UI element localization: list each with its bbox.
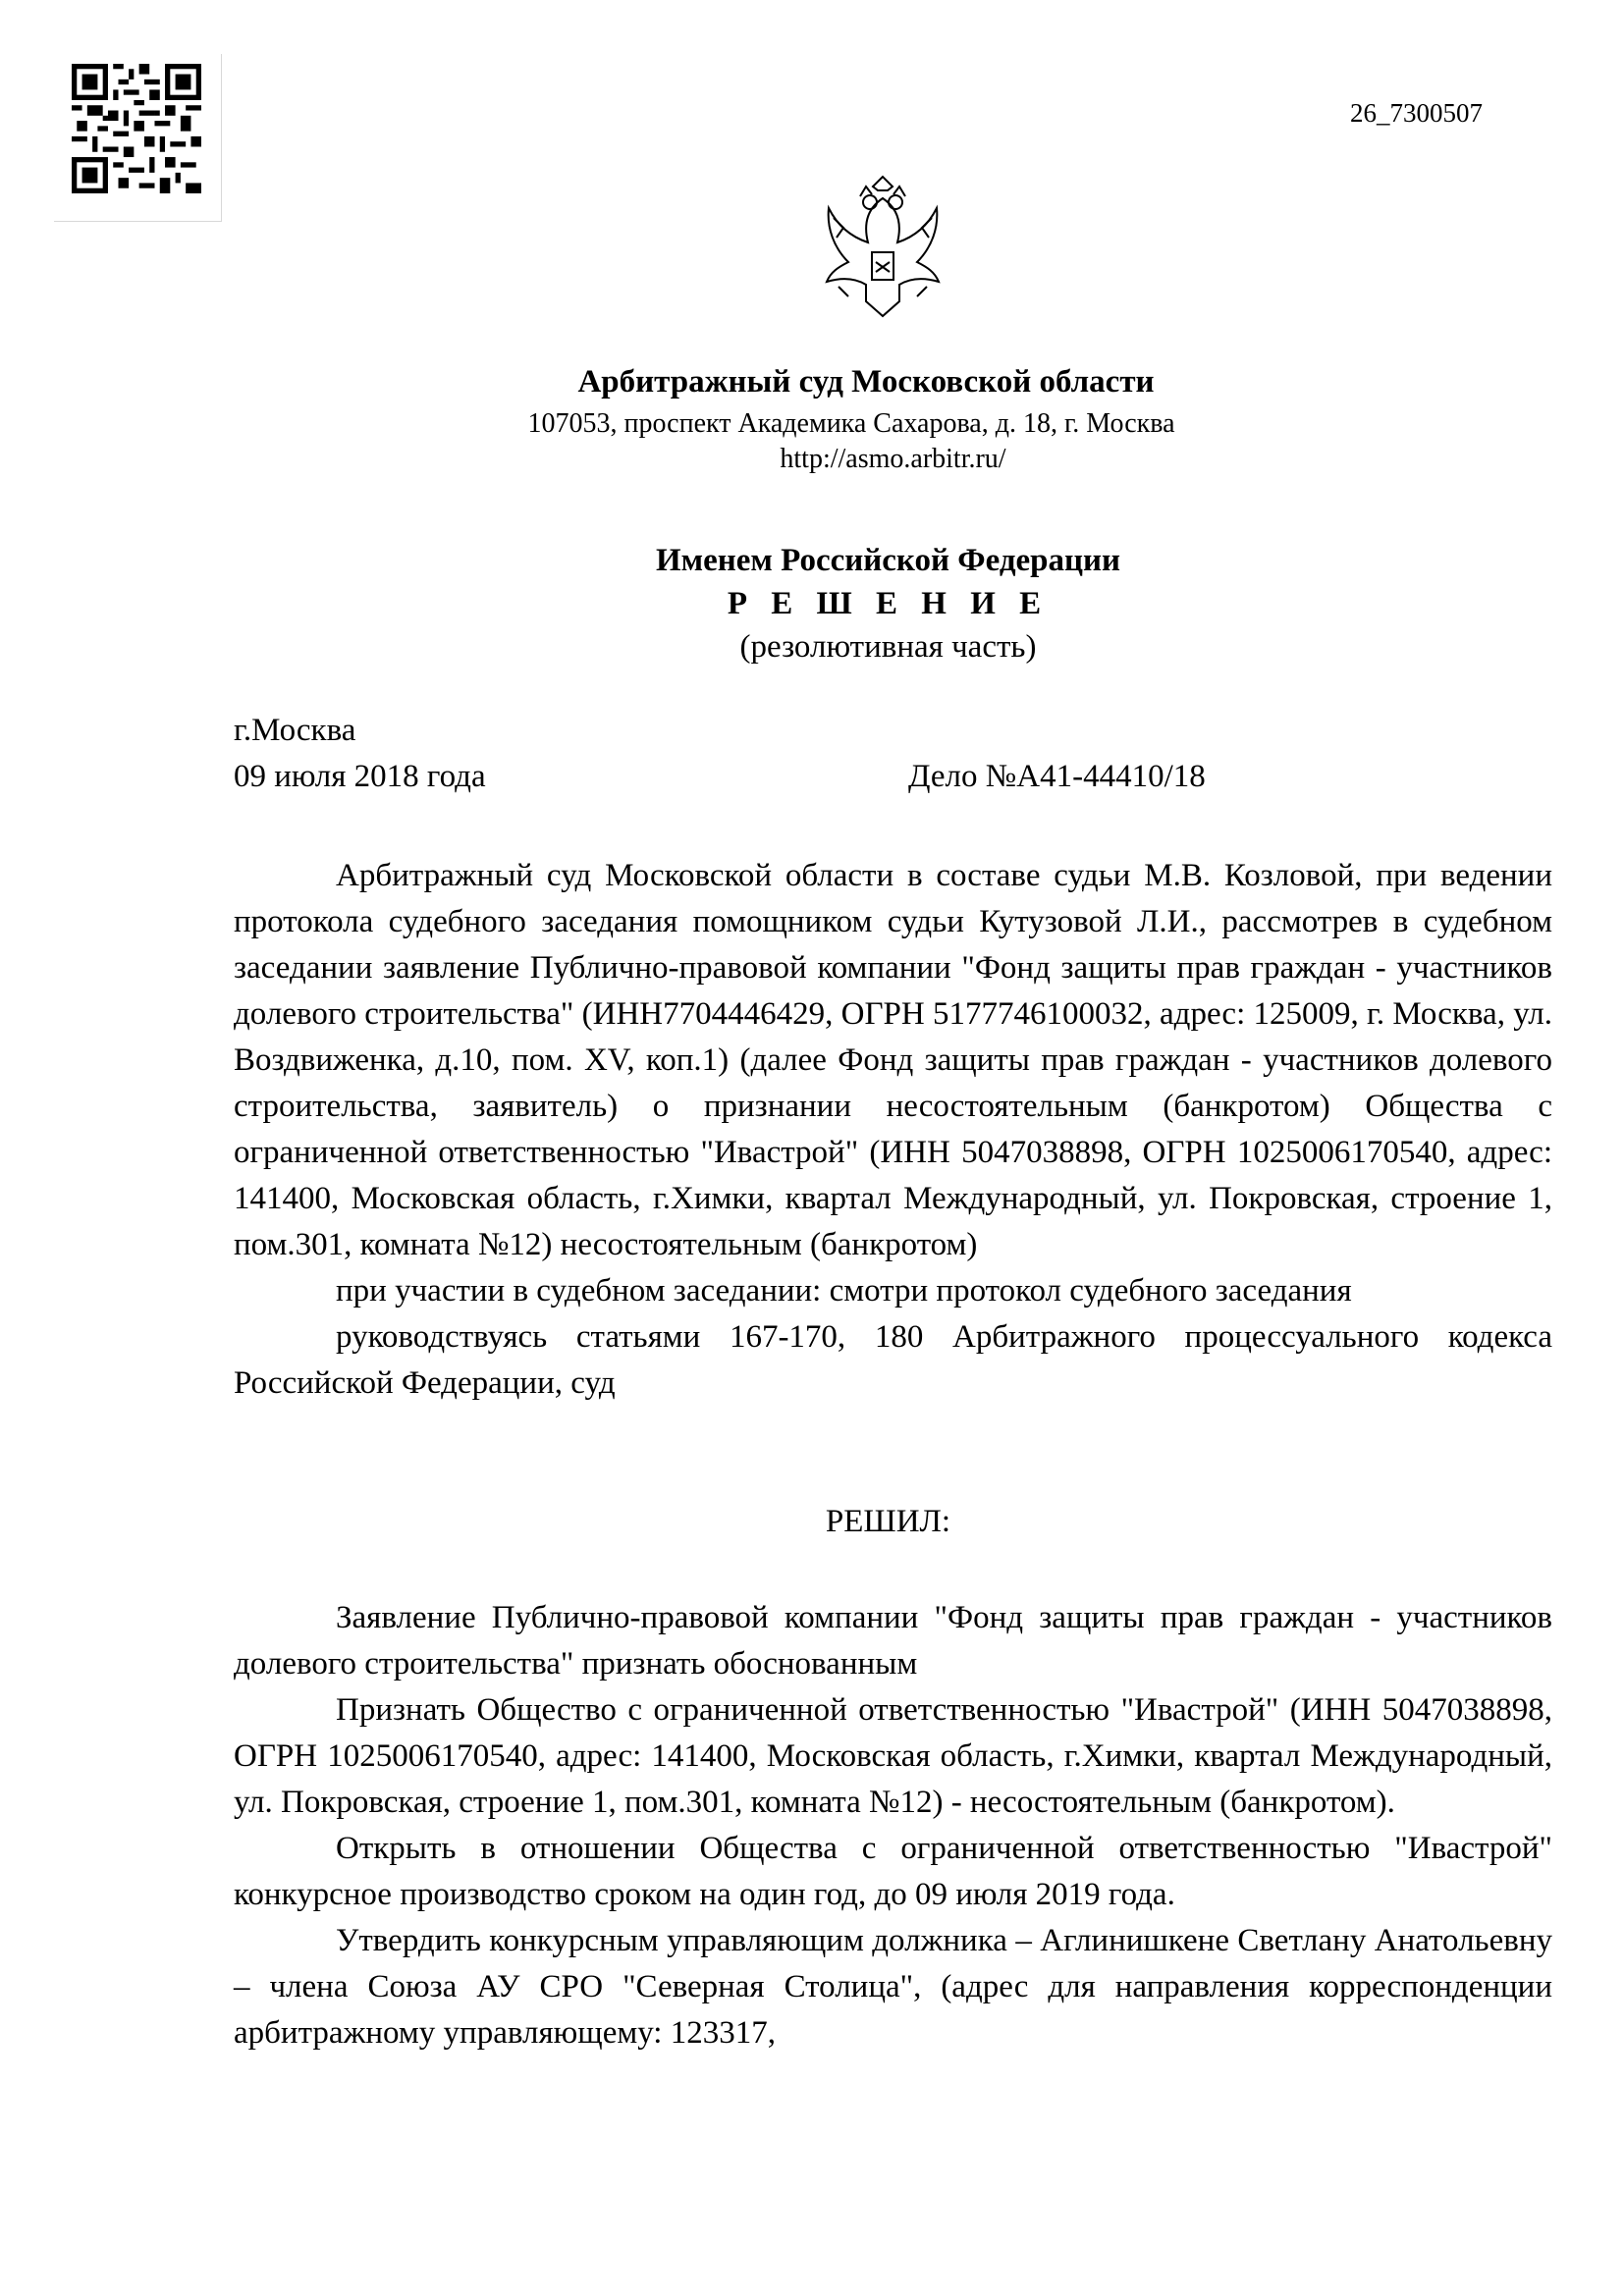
decision-subtitle: (резолютивная часть) — [739, 629, 1037, 665]
resolved-heading: РЕШИЛ: — [825, 1504, 951, 1539]
decision-paragraph: Признать Общество с ограниченной ответственностью "Ивастрой" (ИНН 5047038898, ОГРН 1025006170540, адрес: 141400, Московская область, г.Химки, квартал Международный, ул. Покровская, строение 1, пом.301, комната №12) - несостоятельным (банкротом). — [234, 1692, 1552, 1820]
intro-paragraph: при участии в судебном заседании: смотри протокол судебного заседания — [336, 1273, 1352, 1308]
qr-code — [54, 54, 222, 222]
decision-paragraph: Открыть в отношении Общества с ограниченной ответственностью "Ивастрой" конкурсное производство сроком на один год, до 09 июля 2019 года. — [234, 1831, 1552, 1912]
decision-title: Р Е Ш Е Н И Е — [727, 586, 1050, 621]
in-the-name-heading: Именем Российской Федерации — [655, 543, 1121, 578]
court-name: Арбитражный суд Московской области — [577, 364, 1155, 400]
decision-section — [234, 1595, 1552, 2056]
qr-code-icon — [72, 64, 201, 193]
court-website-link[interactable]: http://asmo.arbitr.ru/ — [780, 444, 1006, 474]
city: г.Москва — [234, 713, 356, 748]
intro-paragraph: руководствуясь статьями 167-170, 180 Арбитражного процессуального кодекса Российской Федерации, суд — [234, 1319, 1552, 1401]
document-number: 26_7300507 — [1350, 98, 1483, 128]
intro-paragraph: Арбитражный суд Московской области в составе судьи М.В. Козловой, при ведении протокола судебного заседания помощником судьи Кутузовой Л.И., рассмотрев в судебном заседании заявление Публично-правовой компании "Фонд защиты прав граждан - участников долевого строительства" (ИНН7704446429, ОГРН 5177746100032, адрес: 125009, г. Москва, ул. Воздвиженка, д.10, пом. XV, коп.1) (далее Фонд защиты прав граждан - участников долевого строительства, заявитель) о признании несостоятельным (банкротом) Общества с ограниченной ответственностью "Ивастрой" (ИНН 5047038898, ОГРН 1025006170540, адрес: 141400, Московская область, г.Химки, квартал Международный, ул. Покровская, строение 1, пом.301, комната №12) несостоятельным (банкротом) — [234, 858, 1552, 1262]
case-number: Дело №А41-44410/18 — [908, 759, 1206, 794]
russian-coat-of-arms-icon — [809, 169, 956, 326]
court-address: 107053, проспект Академика Сахарова, д. 18, г. Москва — [527, 408, 1175, 439]
decision-paragraph: Заявление Публично-правовой компании "Фонд защиты прав граждан - участников долевого строительства" признать обоснованным — [234, 1600, 1552, 1682]
intro-section — [234, 853, 1552, 1407]
decision-date: 09 июля 2018 года — [234, 759, 486, 794]
decision-paragraph: Утвердить конкурсным управляющим должника – Аглинишкене Светлану Анатольевну – члена Союза АУ СРО "Северная Столица", (адрес для направления корреспонденции арбитражному управляющему: 123317, — [234, 1923, 1552, 2051]
